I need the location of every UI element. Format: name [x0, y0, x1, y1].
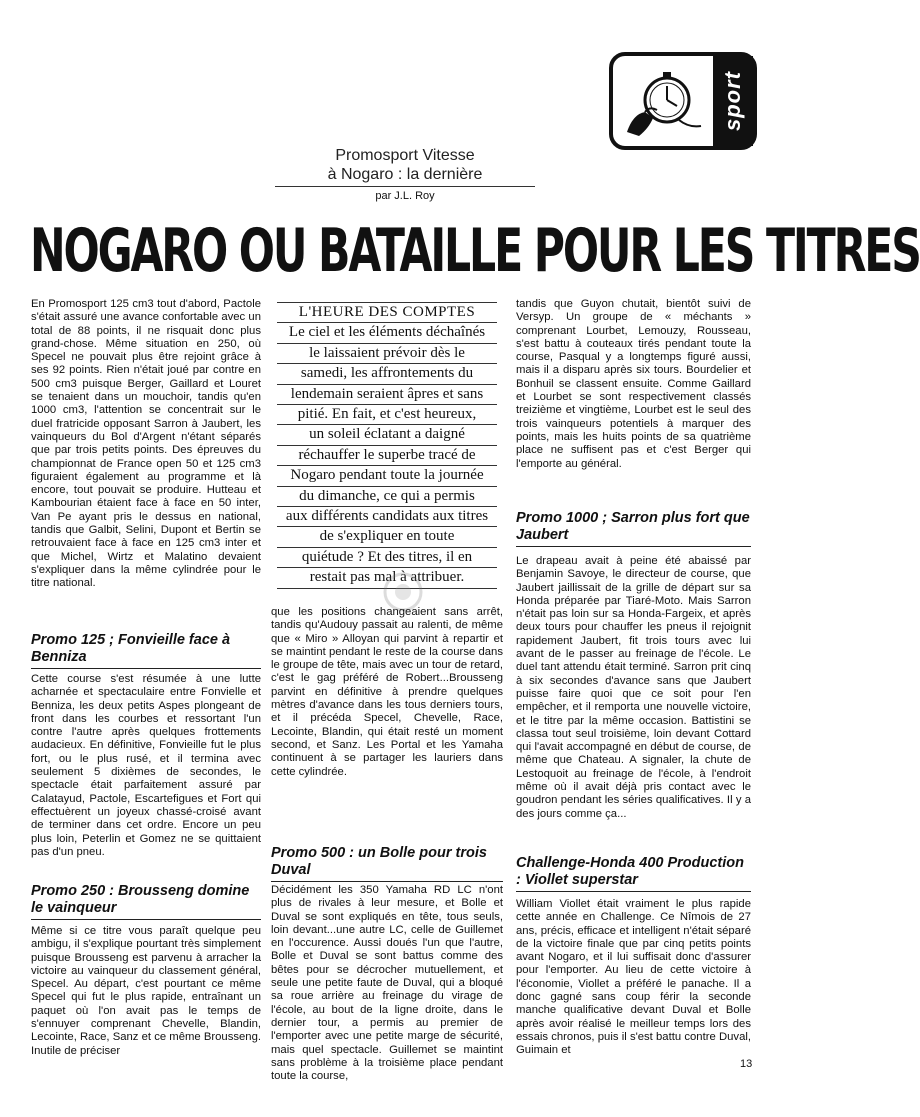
- pullquote-line: lendemain seraient âpres et sans: [277, 385, 497, 405]
- pullquote-line: un soleil éclatant a daigné: [277, 425, 497, 445]
- pullquote-line: restait pas mal à attribuer.: [277, 568, 497, 588]
- column-2-paragraph: que les positions changeaient sans arrêt, tandis qu'Audouy passait au ralenti, de même que « Miro » Alloyan qui parvint à repartir et se maintint pendant le reste de la course dans le groupe de tête, mais avec un tour de retard, c'est le gag préféré de Robert...Brousseng parvint en définitive à prendre quelques mètres d'avance dans les tous derniers tours, et il précéda Specel, Chevelle, Race, Lecointe, Blandin, qui était resté un moment second, et Sanz. Les Portal et les Yamaha continuent à se partager les lauriers dans cette cylindrée.: [271, 606, 503, 778]
- column-1: [31, 298, 261, 591]
- kicker-rule: [275, 186, 535, 187]
- paragraph-challenge-honda: William Viollet était vraiment le plus rapide cette année en Challenge. Ce Nîmois de 27 ans, précis, efficace et intelligent n'était séparé de la victoire finale que par cinq petits points avant Nogaro, et il lui suffisait donc d'assurer pour l'emporter. Au lieu de cette victoire à l'économie, Viollet a préféré le panache. Il a donc gagné sans coup férir la seconde manche qualificative devant Duval et Bolle après avoir réalisé le meilleur temps lors des essais chronos, puis il s'est battu contre Duval, Guimain et: [516, 898, 751, 1057]
- subheading-promo-500: Promo 500 : un Bolle pour trois Duval: [271, 845, 503, 882]
- paragraph-promo-500: Décidément les 350 Yamaha RD LC n'ont plus de rivales à leur mesure, et Bolle et Duval se sont expliqués en tête, tous seuls, loin devant...une autre LC, celle de Guillemet en l'occurence. Aussi doués l'un que l'autre, Bolle et Duval se sont battus comme des bêtes pour se décrocher mutuellement, et seule une petite faute de Duval, qui a bloqué sa roue arrière au freinage du virage de l'école, au bout de la ligne droite, dans le dernier tour, a permis au premier de l'emporter avec une petite marge de sécurité, mais quel spectacle. Guillemet se maintint sans problème à la troisième place pendant toute la course,: [271, 884, 503, 1083]
- column-3-paragraph: tandis que Guyon chutait, bientôt suivi de Versyp. Un groupe de « méchants » comprenant Lourbet, Lemouzy, Rousseau, s'est battu à couteaux tirés pendant toute la course, Pasqual y a longtemps figuré aussi, mais il a disparu après six tours. Bourdelier et Bonhuil se classent ensuite. Comme Gaillard et Lourbet se sont respectivement classés treizième et vingtième, Lourbet est le seul des trois vainqueurs potentiels à marquer des points, mais les huits points de sa quatrième place ne suffisent pas et c'est Berger qui l'emporte au général.: [516, 298, 751, 470]
- stopwatch-hand-icon: [619, 62, 709, 140]
- pullquote-line: aux différents candidats aux titres: [277, 507, 497, 527]
- pullquote-line: pitié. En fait, et c'est heureux,: [277, 405, 497, 425]
- intro-paragraph: En Promosport 125 cm3 tout d'abord, Pactole s'était assuré une avance confortable avec un total de 88 points, il ne risquait donc plus grand-chose. Même situation en 250, où Specel ne pouvait plus être rejoint grâce à ses 92 points. Rien n'était joué par contre en 500 cm3 puisque Berger, Gaillard et Louret se tenaient dans un mouchoir, tandis qu'en 1000 cm3, l'attention se concentrait sur le duel fratricide opposant Sarron à Jaubert, les vainqueurs du Bol d'Argent n'étant séparés que par trois petits points. Des épreuves du championnat de France open 50 et 125 cm3 figuraient également au programme et là encore, tout pouvait se produire. Hutteau et Kambourian étaient face à face en 50 inter, Van Pe ayant pris le dessus en national, tandis que Galbit, Selini, Dupont et Bertin se retrouvaient face à face en 125 cm3 inter et que Michel, Wirtz et Malatino devaient s'expliquer dans la même cylindrée pour le titre national.: [31, 298, 261, 590]
- pullquote-line: Le ciel et les éléments déchaînés: [277, 323, 497, 343]
- page-number: 13: [740, 1058, 753, 1070]
- paragraph-promo-250: Même si ce titre vous paraît quelque peu ambigu, il s'explique pourtant très simplement puisque Brousseng est parvenu à arracher la victoire au vainqueur du classement général, Specel. Au départ, c'est pourtant ce même Specel qui fut le plus rapide, entraînant un paquet où l'on avait pas le temps de s'ennuyer comprenant Chevelle, Blandin, Lecointe, Race, Sanz et ce même Brousseng. Inutile de préciser: [31, 925, 261, 1057]
- paragraph-promo-125: Cette course s'est résumée à une lutte acharnée et spectaculaire entre Fonvielle et Benniza, les deux petits Aspes plongeant de front dans les courbes et ressortant l'un contre l'autre après quelques frottements audacieux. En définitive, Fonvieille fut le plus fort, ou le plus rusé, et il termina avec seulement 5 dixièmes de secondes, le spectacle était parfaitement assuré par Calatayud, Pactole, Escartefigues et Fort qui effectuèrent un joyeux chassé-croisé avant de terminer dans cet ordre. Encore un peu plus loin, Peterlin et Gomez ne se quittaient pas d'un pneu.: [31, 673, 261, 858]
- pullquote-line: le laissaient prévoir dès le: [277, 344, 497, 364]
- pullquote-line: de s'expliquer en toute: [277, 527, 497, 547]
- pullquote-line: quiétude ? Et des titres, il en: [277, 548, 497, 568]
- kicker-line-1: Promosport Vitesse: [335, 147, 475, 164]
- pullquote-title: L'HEURE DES COMPTES: [277, 302, 497, 323]
- pullquote-line: Nogaro pendant toute la journée: [277, 466, 497, 486]
- subheading-promo-125: Promo 125 ; Fonvieille face à Benniza: [31, 632, 261, 669]
- kicker-line-2: à Nogaro : la dernière: [327, 166, 483, 183]
- subheading-promo-250: Promo 250 : Brousseng domine le vainqueur: [31, 883, 261, 920]
- sport-logo: [609, 52, 757, 150]
- subheading-promo-1000: Promo 1000 ; Sarron plus fort que Jaubert: [516, 510, 751, 547]
- pullquote-line: réchauffer le superbe tracé de: [277, 446, 497, 466]
- headline: NOGARO OU BATAILLE POUR LES TITRES: [30, 216, 920, 286]
- subheading-challenge-honda: Challenge-Honda 400 Production : Viollet superstar: [516, 855, 751, 892]
- kicker: [270, 146, 540, 184]
- pullquote-line: du dimanche, ce qui a permis: [277, 487, 497, 507]
- pullquote-box: [271, 302, 503, 589]
- byline: par J.L. Roy: [375, 190, 435, 202]
- pullquote-line: samedi, les affrontements du: [277, 364, 497, 384]
- logo-word: sport: [720, 71, 745, 131]
- paragraph-promo-1000: Le drapeau avait à peine été abaissé par Benjamin Savoye, le directeur de course, que Jaubert jaillissait de la grille de départ sur sa Honda préparée par Tiaré-Moto. Mais Sarron n'était pas loin sur sa Honda-Fargeix, et après deux tours pour chauffer les pneus il rejoignit rapidement Jaubert, fit trois tours avec lui avant de le passer au freinage de l'école. Le duel tant attendu était terminé. Sarron prit cinq à six secondes d'avance sans que Jaubert puisse faire quoi que ce soit pour l'en empêcher, et il remporta une nouvelle victoire, et le titre par la même occasion. Battistini se classa tout seul troisième, loin devant Cottard qui l'avait accompagné en début de course, de même que Chateau. A signaler, la chute de Lestoquoit au freinage de l'école, à l'endroit même où il avait déjà pris contact avec le goudron pendant les séries qualificatives. Il y a des jours comme ça...: [516, 555, 751, 820]
